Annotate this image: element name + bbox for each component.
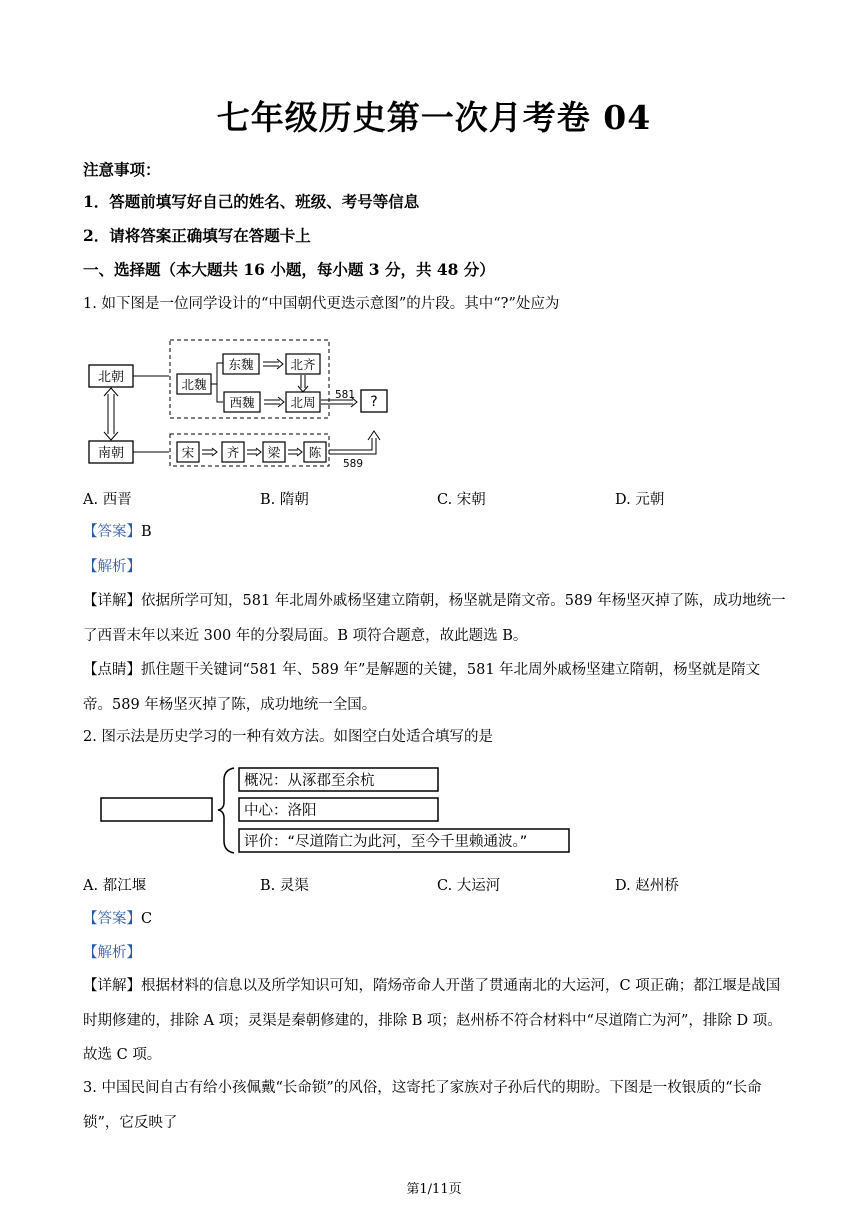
section-heading: 一、选择题（本大题共 16 小题，每小题 3 分，共 48 分） [83,260,495,279]
option-d[interactable]: D. 元朝 [615,492,665,508]
option-b[interactable]: B. 隋朝 [260,492,309,508]
arrow-down-icon [298,375,308,392]
option-c[interactable]: C. 宋朝 [437,492,486,508]
tip-tag: 【点睛】 [83,662,141,678]
north-dynasty-label: 北朝 [97,370,125,385]
year-589-label: 589 [343,458,364,470]
beizhou-label: 北周 [290,395,316,410]
dongwei-label: 东魏 [228,357,254,372]
tip-text: 抓住题干关键词“581 年、589 年”是解题的关键，581 年北周外戚杨坚建立隋朝，杨坚就是隋文帝。589 年杨坚灭掉了陈，成功地统一全国。 [83,662,761,713]
option-a[interactable]: A. 都江堰 [83,878,147,894]
question-3-stem: 3. 中国民间自古有给小孩佩戴“长命锁”的风俗，这寄托了家族对子孙后代的期盼。下图是一枚银质的“长命锁”，它反映了 [83,1080,762,1131]
arrow-right-icon [263,359,284,407]
answer-tag: 【答案】 [83,911,141,927]
center-label: 中心：洛阳 [244,803,317,819]
question-1-detail [83,584,788,653]
south-dynasty-label: 南朝 [97,446,125,461]
question-1-answer [83,521,788,543]
beiwei-label: 北魏 [181,377,207,392]
question-2-detail [83,969,788,1073]
qi-label: 齐 [226,445,240,460]
overview-label: 概况：从涿郡至余杭 [244,773,375,789]
question-1-tip [83,653,788,722]
review-label: 评价：“尽道隋亡为此河，至今千里赖通波。” [244,834,528,850]
option-b[interactable]: B. 灵渠 [260,878,309,894]
notes-heading: 注意事项： [83,160,161,179]
beiqi-label: 北齐 [290,357,316,372]
brace-icon [218,768,234,853]
arrow-right-icon [202,448,302,456]
dynasty-diagram [85,336,405,471]
year-581-label: 581 [335,389,356,401]
question-2-options [83,874,788,896]
answer-value: C [141,911,153,927]
unknown-dynasty-label: ? [370,394,378,410]
chen-label: 陈 [308,445,322,460]
page-number: 第1/11页 [406,1182,462,1197]
liang-label: 梁 [267,445,281,460]
answer-tag: 【答案】 [83,524,141,540]
option-d[interactable]: D. 赵州桥 [615,878,679,894]
analysis-tag: 【解析】 [83,945,141,961]
song-label: 宋 [181,445,195,460]
answer-value: B [141,524,152,540]
question-1-options [83,488,788,510]
detail-tag: 【详解】 [83,593,141,609]
question-1-stem: 1. 如下图是一位同学设计的“中国朝代更迭示意图”的片段。其中“?”处应为 [83,296,560,312]
detail-tag: 【详解】 [83,978,141,994]
question-2-stem: 2. 图示法是历史学习的一种有效方法。如图空白处适合填写的是 [83,729,493,745]
detail-text: 依据所学可知，581 年北周外戚杨坚建立隋朝，杨坚就是隋文帝。589 年杨坚灭掉了陈，成功地统一了西晋末年以来近 300 年的分裂局面。B 项符合题意，故此题选 B。 [83,593,786,644]
arrow-up-icon [329,431,380,454]
option-c[interactable]: C. 大运河 [437,878,501,894]
blank-answer-box [101,798,212,821]
option-a[interactable]: A. 西晋 [83,492,132,508]
notes-item-1: 1．答题前填写好自己的姓名、班级、考号等信息 [83,192,420,211]
analysis-tag: 【解析】 [83,559,141,575]
grand-canal-diagram [98,764,576,858]
xiwei-label: 西魏 [229,395,255,410]
detail-text: 根据材料的信息以及所学知识可知，隋炀帝命人开凿了贯通南北的大运河，C 项正确；都江堰是战国时期修建的，排除 A 项；灵渠是秦朝修建的，排除 B 项；赵州桥不符合材料中“尽道隋亡为河”，排除 D 项。故选 C 项。 [83,978,782,1063]
notes-item-2: 2．请将答案正确填写在答题卡上 [83,226,311,245]
page-title: 七年级历史第一次月考卷 04 [216,98,652,137]
double-arrow-icon [104,388,118,440]
question-2-answer [83,908,788,930]
